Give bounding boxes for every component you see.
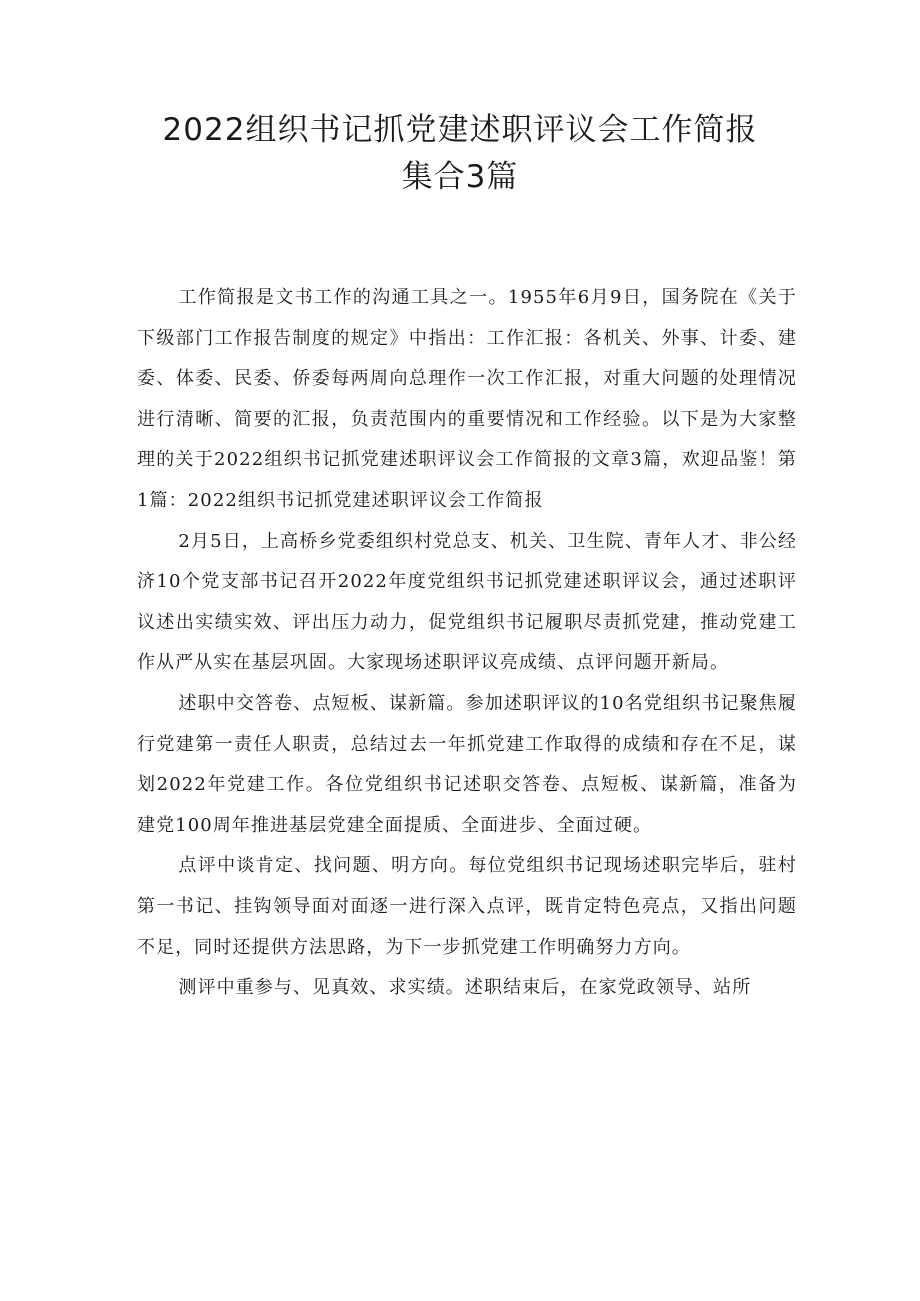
paragraph-review: 点评中谈肯定、找问题、明方向。每位党组织书记现场述职完毕后，驻村第一书记、挂钩领导面对面逐一进行深入点评，既肯定特色亮点，又指出问题不足，同时还提供方法思路，为下一步抓党建工作明确努力方向。 [137, 855, 797, 958]
paragraph-report: 述职中交答卷、点短板、谋新篇。参加述职评议的10名党组织书记聚焦履行党建第一责任人职责，总结过去一年抓党建工作取得的成绩和存在不足，谋划2022年党建工作。各位党组织书记述职交答卷、点短板、谋新篇，准备为建党100周年推进基层党建全面提质、全面进步、全面过硬。 [137, 692, 797, 836]
paragraph-meeting: 2月5日，上高桥乡党委组织村党总支、机关、卫生院、青年人才、非公经济10个党支部书记召开2022年度党组织书记抓党建述职评议会，通过述职评议述出实绩实效、评出压力动力，促党组织书记履职尽责抓党建，推动党建工作从严从实在基层巩固。大家现场述职评议亮成绩、点评问题开新局。 [137, 530, 797, 674]
document-title-line-2: 集合3篇 [401, 159, 519, 195]
document-body [137, 278, 797, 1009]
paragraph-intro: 工作简报是文书工作的沟通工具之一。1955年6月9日，国务院在《关于下级部门工作报告制度的规定》中指出：工作汇报：各机关、外事、计委、建委、体委、民委、侨委每两周向总理作一次工作汇报，对重大问题的处理情况进行清晰、简要的汇报，负责范围内的重要情况和工作经验。以下是为大家整理的关于2022组织书记抓党建述职评议会工作简报的文章3篇，欢迎品鉴！第1篇：2022组织书记抓党建述职评议会工作简报 [137, 287, 797, 511]
document-title-line-1: 2022组织书记抓党建述职评议会工作简报 [162, 112, 758, 148]
paragraph-evaluation: 测评中重参与、见真效、求实绩。述职结束后，在家党政领导、站所 [178, 977, 752, 999]
